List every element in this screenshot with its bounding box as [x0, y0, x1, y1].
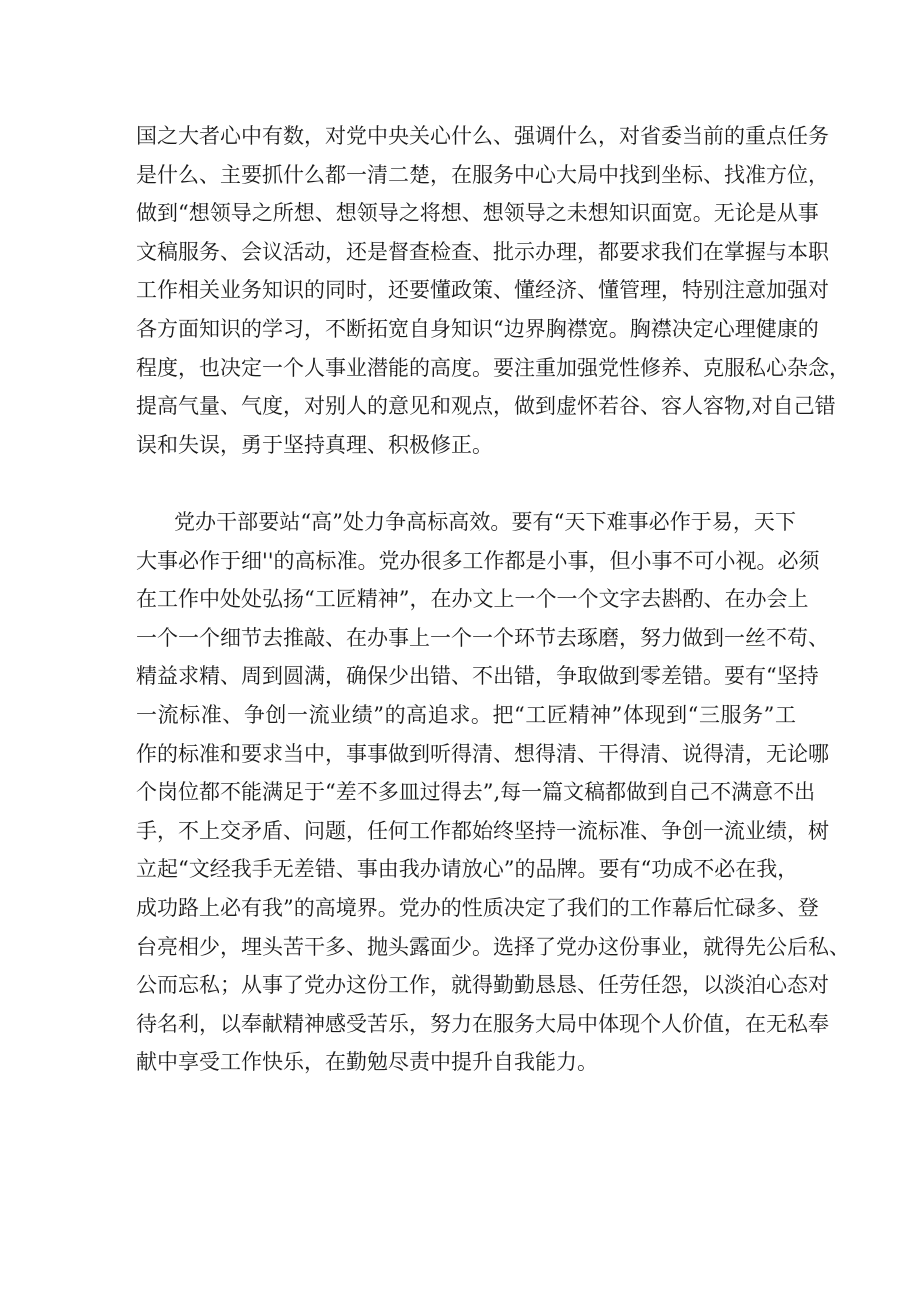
paragraph-line: 立起“文经我手无差错、事由我办请放心”的品牌。要有“功成不必在我， [136, 857, 799, 882]
paragraph-line: 国之大者心中有数，对党中央关心什么、强调什么，对省委当前的重点任务 [136, 124, 829, 148]
paragraph-line: 作的标准和要求当中，事事做到听得清、想得清、干得清、说得清，无论哪 [136, 741, 829, 766]
paragraph-line: 工作相关业务知识的同时，还要懂政策、懂经济、懂管理，特别注意加强对 [136, 278, 829, 303]
paragraph-line: 在工作中处处弘扬“工匠精神”，在办文上一个一个文字去斟酌、在办会上 [136, 587, 809, 612]
paragraph-line: 大事必作于细''的高标准。党办很多工作都是小事，但小事不可小视。必须 [136, 548, 820, 573]
paragraph-line: 台亮相少，埋头苦干多、抛头露面少。选择了党办这份事业，就得先公后私、 [136, 934, 850, 959]
paragraph-line: 做到“想领导之所想、想领导之将想、想领导之未想知识面宽。无论是从事 [136, 201, 819, 226]
paragraph-line: 党办干部要站“高”处力争高标高效。要有“天下难事必作于易，天下 [174, 510, 796, 534]
paragraph-line: 各方面知识的学习，不断拓宽自身知识“边界胸襟宽。胸襟决定心理健康的 [136, 316, 819, 341]
paragraph-line: 精益求精、周到圆满，确保少出错、不出错，争取做到零差错。要有“坚持 [136, 664, 819, 689]
paragraph-line: 程度，也决定一个人事业潜能的高度。要注重加强党性修养、克服私心杂念， [136, 355, 850, 380]
paragraph-line: 个岗位都不能满足于“差不多皿过得去”,每一篇文稿都做到自己不满意不出 [136, 780, 816, 805]
paragraph-line: 手，不上交矛盾、问题，任何工作都始终坚持一流标准、争创一流业绩，树 [136, 818, 829, 843]
paragraph-1 [136, 117, 850, 464]
paragraph-line: 公而忘私；从事了党办这份工作，就得勤勤恳恳、任劳任怨，以淡泊心态对 [136, 973, 829, 998]
paragraph-2 [136, 503, 850, 1082]
paragraph-line: 献中享受工作快乐，在勤勉尽责中提升自我能力。 [136, 1050, 598, 1075]
paragraph-line: 误和失误，勇于坚持真理、积极修正。 [136, 432, 493, 457]
paragraph-line: 成功路上必有我”的高境界。党办的性质决定了我们的工作幕后忙碌多、登 [136, 895, 819, 920]
paragraph-line: 文稿服务、会议活动，还是督查检查、批示办理，都要求我们在掌握与本职 [136, 239, 829, 264]
paragraph-line: 是什么、主要抓什么都一清二楚，在服务中心大局中找到坐标、找准方位， [136, 162, 829, 187]
paragraph-line: 待名利，以奉献精神感受苦乐，努力在服务大局中体现个人价值，在无私奉 [136, 1011, 829, 1036]
paragraph-line: 提高气量、气度，对别人的意见和观点，做到虚怀若谷、容人容物,对自己错 [136, 394, 836, 419]
paragraph-line: 一流标准、争创一流业绩”的高追求。把“工匠精神”体现到“三服务”工 [136, 702, 796, 727]
paragraph-line: 一个一个细节去推敲、在办事上一个一个环节去琢磨，努力做到一丝不苟、 [136, 625, 829, 650]
